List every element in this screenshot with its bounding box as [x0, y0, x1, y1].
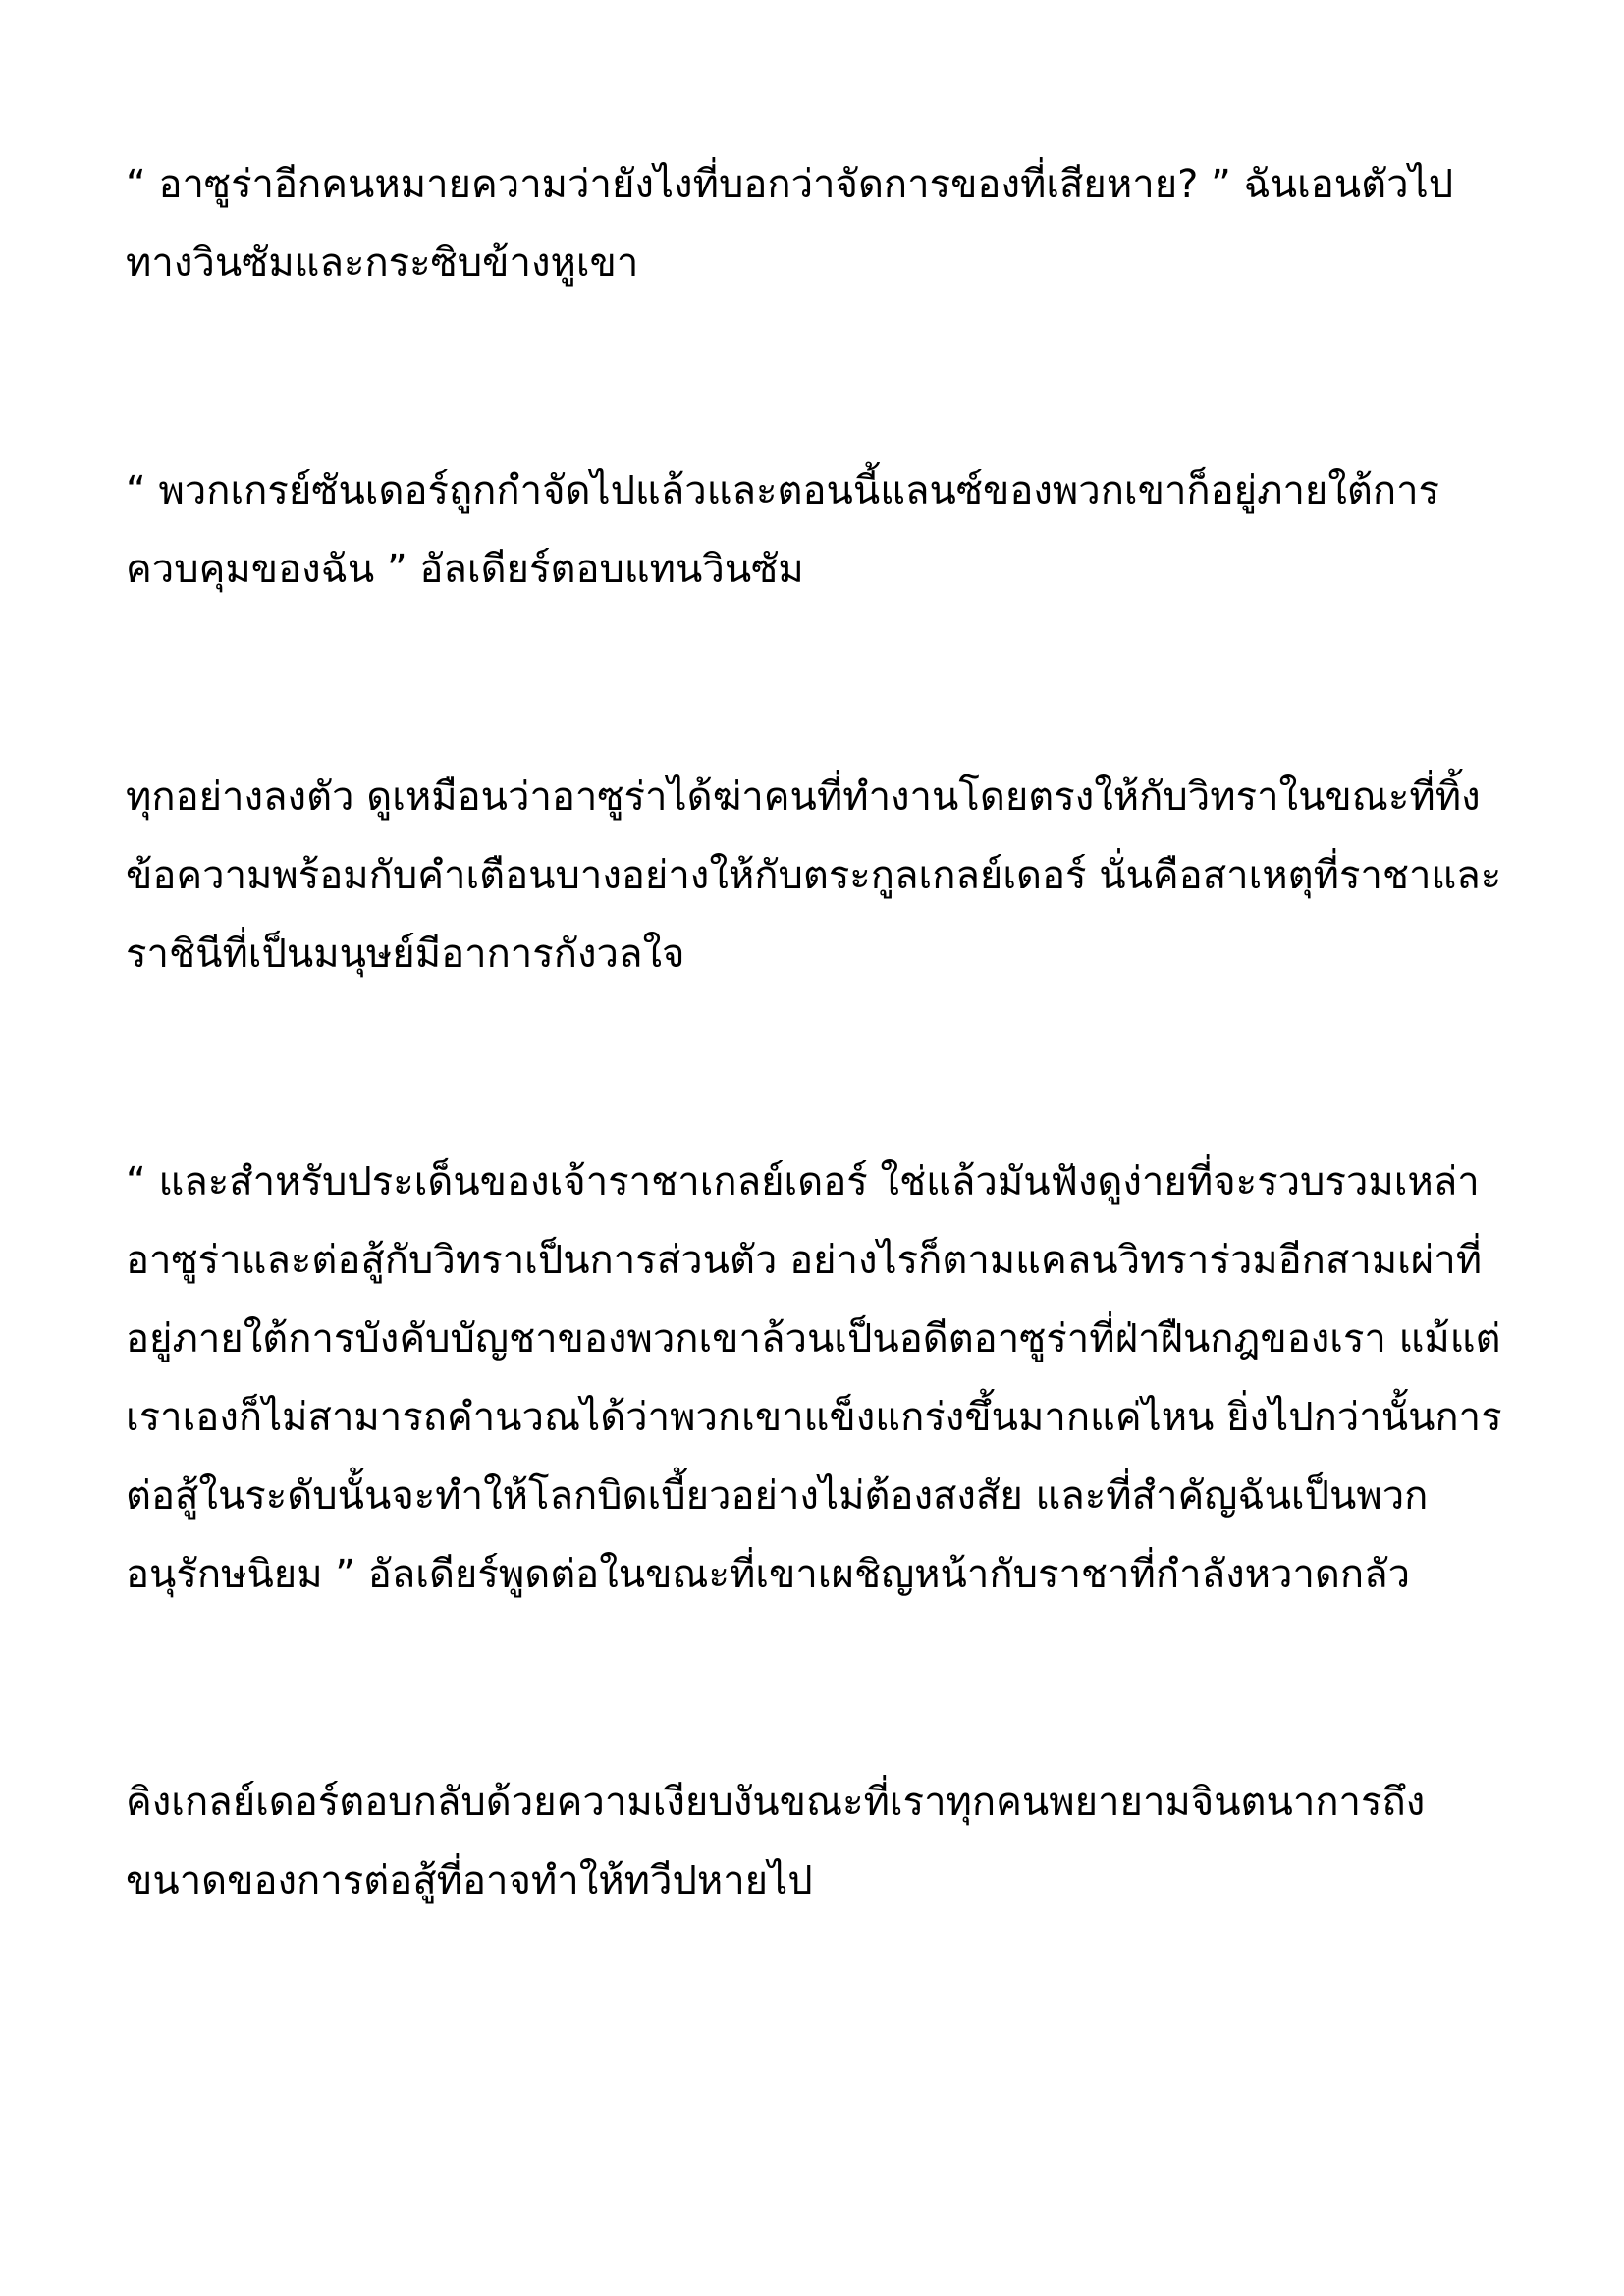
paragraph-dialogue-3: “ และสำหรับประเด็นของเจ้าราชาเกลย์เดอร์ ใช่แล้วมันฟังดูง่ายที่จะรวบรวมเหล่าอาซูร่าและต่อสู้กับวิทราเป็นการส่วนตัว อย่างไรก็ตามแคลนวิทราร่วมอีกสามเผ่าที่อยู่ภายใต้การบังคับบัญชาของพวกเขาล้วนเป็นอดีตอาซูร่าที่ฝ่าฝืนกฎของเรา แม้แต่เราเองก็ไม่สามารถคำนวณได้ว่าพวกเขาแข็งแกร่งขึ้นมากแค่ไหน ยิ่งไปกว่านั้นการต่อสู้ในระดับนั้นจะทำให้โลกบิดเบี้ยวอย่างไม่ต้องสงสัย และที่สำคัญฉันเป็นพวกอนุรักษนิยม ” อัลเดียร์พูดต่อในขณะที่เขาเผชิญหน้ากับราชาที่กำลังหวาดกลัว [126, 1159, 1502, 1597]
paragraph-narration-1: ทุกอย่างลงตัว ดูเหมือนว่าอาซูร่าได้ฆ่าคนที่ทำงานโดยตรงให้กับวิทราในขณะที่ทิ้งข้อความพร้อมกับคำเตือนบางอย่างให้กับตระกูลเกลย์เดอร์ นั่นคือสาเหตุที่ราชาและราชินีที่เป็นมนุษย์มีอาการกังวลใจ [126, 774, 1502, 977]
paragraph-dialogue-2: “ พวกเกรย์ซันเดอร์ถูกกำจัดไปแล้วและตอนนี้แลนซ์ของพวกเขาก็อยู่ภายใต้การควบคุมของฉัน ” อัลเดียร์ตอบแทนวินซัม [126, 468, 1440, 592]
document-body [126, 145, 1504, 1920]
paragraph-dialogue-1: “ อาซูร่าอีกคนหมายความว่ายังไงที่บอกว่าจัดการของที่เสียหาย? ” ฉันเอนตัวไปทางวินซัมและกระซิบข้างหูเขา [126, 162, 1454, 286]
paragraph-narration-2: คิงเกลย์เดอร์ตอบกลับด้วยความเงียบงันขณะที่เราทุกคนพยายามจินตนาการถึงขนาดของการต่อสู้ที่อาจทำให้ทวีปหายไป [126, 1780, 1426, 1903]
